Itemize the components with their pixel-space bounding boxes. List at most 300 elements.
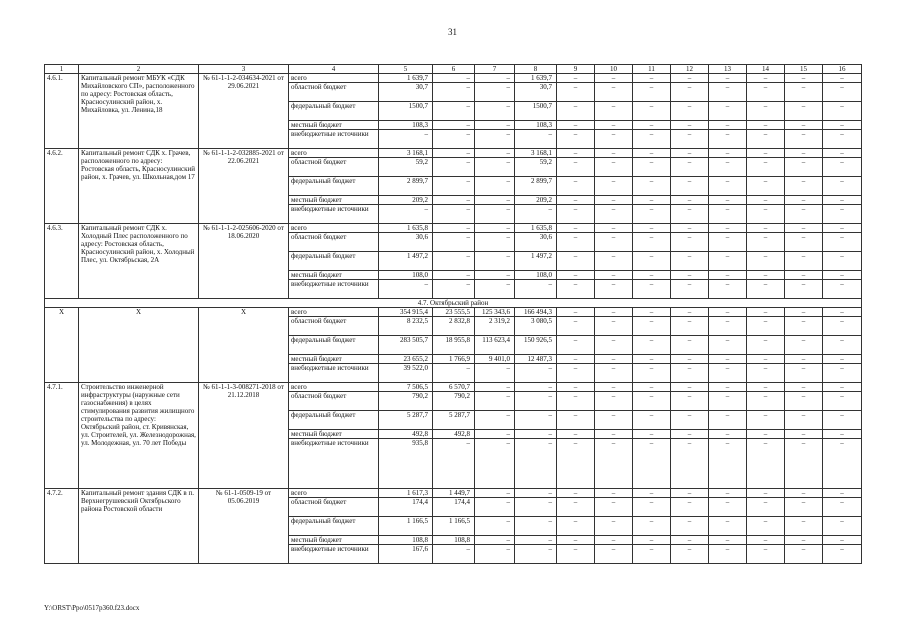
amount-cell: – bbox=[475, 392, 515, 411]
amount-cell: – bbox=[595, 224, 633, 233]
amount-cell: – bbox=[709, 536, 747, 545]
amount-cell: – bbox=[433, 545, 475, 564]
amount-cell: – bbox=[671, 383, 709, 392]
amount-cell: – bbox=[515, 545, 557, 564]
amount-cell: 108,0 bbox=[515, 271, 557, 280]
amount-cell: – bbox=[823, 364, 862, 383]
amount-cell: – bbox=[823, 233, 862, 252]
amount-cell: 125 343,6 bbox=[475, 308, 515, 317]
amount-cell: – bbox=[595, 489, 633, 498]
amount-cell: – bbox=[747, 271, 785, 280]
amount-cell: – bbox=[633, 336, 671, 355]
amount-cell: – bbox=[823, 392, 862, 411]
amount-cell: – bbox=[671, 224, 709, 233]
amount-cell: – bbox=[475, 196, 515, 205]
amount-cell: – bbox=[823, 308, 862, 317]
amount-cell: – bbox=[557, 149, 595, 158]
amount-cell: – bbox=[433, 130, 475, 149]
amount-cell: – bbox=[823, 336, 862, 355]
table-row bbox=[45, 383, 862, 392]
amount-cell: – bbox=[671, 149, 709, 158]
item-number: 4.7.2. bbox=[45, 489, 79, 564]
amount-cell: – bbox=[823, 498, 862, 517]
amount-cell: – bbox=[709, 149, 747, 158]
amount-cell: – bbox=[595, 383, 633, 392]
column-number: 11 bbox=[633, 65, 671, 74]
amount-cell: – bbox=[633, 308, 671, 317]
amount-cell: – bbox=[709, 336, 747, 355]
amount-cell: – bbox=[785, 364, 823, 383]
amount-cell: – bbox=[785, 355, 823, 364]
amount-cell: 1 497,2 bbox=[379, 252, 433, 271]
amount-cell: 113 623,4 bbox=[475, 336, 515, 355]
amount-cell: 1 635,8 bbox=[515, 224, 557, 233]
funding-source: внебюджетные источники bbox=[289, 545, 379, 564]
amount-cell: – bbox=[595, 536, 633, 545]
amount-cell: – bbox=[747, 149, 785, 158]
amount-cell: 108,3 bbox=[515, 121, 557, 130]
funding-source: внебюджетные источники bbox=[289, 130, 379, 149]
amount-cell: – bbox=[709, 498, 747, 517]
amount-cell: 7 506,5 bbox=[379, 383, 433, 392]
amount-cell: – bbox=[595, 364, 633, 383]
amount-cell: – bbox=[671, 130, 709, 149]
amount-cell: – bbox=[823, 317, 862, 336]
amount-cell: – bbox=[475, 430, 515, 439]
amount-cell: – bbox=[823, 411, 862, 430]
amount-cell: 1 766,9 bbox=[433, 355, 475, 364]
funding-source: всего bbox=[289, 74, 379, 83]
table-row bbox=[45, 149, 862, 158]
amount-cell: – bbox=[709, 430, 747, 439]
amount-cell: 30,7 bbox=[379, 83, 433, 102]
amount-cell: – bbox=[747, 498, 785, 517]
amount-cell: – bbox=[785, 280, 823, 299]
amount-cell: – bbox=[709, 545, 747, 564]
funding-source: местный бюджет bbox=[289, 355, 379, 364]
amount-cell: – bbox=[557, 271, 595, 280]
amount-cell: – bbox=[709, 355, 747, 364]
amount-cell: – bbox=[671, 205, 709, 224]
amount-cell: – bbox=[709, 411, 747, 430]
amount-cell: – bbox=[671, 271, 709, 280]
amount-cell: – bbox=[747, 430, 785, 439]
amount-cell: – bbox=[823, 149, 862, 158]
funding-source: федеральный бюджет bbox=[289, 102, 379, 121]
amount-cell: – bbox=[379, 205, 433, 224]
amount-cell: 1500,7 bbox=[379, 102, 433, 121]
amount-cell: – bbox=[557, 517, 595, 536]
amount-cell: – bbox=[595, 411, 633, 430]
amount-cell: – bbox=[595, 439, 633, 489]
table-row bbox=[45, 74, 862, 83]
amount-cell: – bbox=[823, 121, 862, 130]
amount-cell: – bbox=[709, 102, 747, 121]
amount-cell: – bbox=[709, 74, 747, 83]
amount-cell: – bbox=[433, 177, 475, 196]
amount-cell: – bbox=[747, 280, 785, 299]
object-name: X bbox=[79, 308, 199, 383]
amount-cell: – bbox=[557, 439, 595, 489]
amount-cell: – bbox=[823, 430, 862, 439]
amount-cell: – bbox=[595, 517, 633, 536]
amount-cell: – bbox=[475, 489, 515, 498]
amount-cell: – bbox=[475, 545, 515, 564]
amount-cell: – bbox=[595, 271, 633, 280]
amount-cell: – bbox=[823, 130, 862, 149]
amount-cell: – bbox=[823, 439, 862, 489]
amount-cell: 30,6 bbox=[379, 233, 433, 252]
amount-cell: 39 522,0 bbox=[379, 364, 433, 383]
amount-cell: – bbox=[557, 498, 595, 517]
amount-cell: – bbox=[557, 205, 595, 224]
amount-cell: – bbox=[475, 102, 515, 121]
amount-cell: – bbox=[633, 233, 671, 252]
amount-cell: – bbox=[633, 317, 671, 336]
column-number: 5 bbox=[379, 65, 433, 74]
document-number: № 61-1-1-2-034634-2021 от 29.06.2021 bbox=[199, 74, 289, 149]
amount-cell: 23 655,2 bbox=[379, 355, 433, 364]
amount-cell: – bbox=[515, 439, 557, 489]
amount-cell: – bbox=[633, 149, 671, 158]
amount-cell: 790,2 bbox=[379, 392, 433, 411]
column-number: 10 bbox=[595, 65, 633, 74]
amount-cell: – bbox=[557, 489, 595, 498]
amount-cell: – bbox=[747, 130, 785, 149]
amount-cell: – bbox=[633, 545, 671, 564]
funding-source: областной бюджет bbox=[289, 83, 379, 102]
funding-source: федеральный бюджет bbox=[289, 517, 379, 536]
amount-cell: – bbox=[595, 102, 633, 121]
funding-source: всего bbox=[289, 383, 379, 392]
amount-cell: – bbox=[433, 224, 475, 233]
amount-cell: – bbox=[747, 158, 785, 177]
amount-cell: – bbox=[595, 205, 633, 224]
amount-cell: 1500,7 bbox=[515, 102, 557, 121]
amount-cell: – bbox=[633, 517, 671, 536]
amount-cell: – bbox=[823, 545, 862, 564]
column-number: 1 bbox=[45, 65, 79, 74]
amount-cell: – bbox=[433, 102, 475, 121]
amount-cell: – bbox=[633, 536, 671, 545]
amount-cell: – bbox=[557, 392, 595, 411]
amount-cell: – bbox=[709, 383, 747, 392]
amount-cell: – bbox=[785, 498, 823, 517]
amount-cell: 174,4 bbox=[379, 498, 433, 517]
amount-cell: – bbox=[475, 149, 515, 158]
amount-cell: – bbox=[557, 308, 595, 317]
amount-cell: – bbox=[709, 233, 747, 252]
amount-cell: – bbox=[671, 439, 709, 489]
column-number: 9 bbox=[557, 65, 595, 74]
amount-cell: – bbox=[433, 280, 475, 299]
amount-cell: – bbox=[747, 355, 785, 364]
amount-cell: – bbox=[515, 517, 557, 536]
amount-cell: – bbox=[747, 545, 785, 564]
amount-cell: – bbox=[785, 224, 823, 233]
amount-cell: – bbox=[671, 158, 709, 177]
amount-cell: 935,8 bbox=[379, 439, 433, 489]
amount-cell: 8 232,5 bbox=[379, 317, 433, 336]
amount-cell: – bbox=[595, 252, 633, 271]
amount-cell: 108,0 bbox=[379, 271, 433, 280]
amount-cell: – bbox=[433, 74, 475, 83]
amount-cell: – bbox=[557, 383, 595, 392]
amount-cell: – bbox=[595, 336, 633, 355]
amount-cell: 790,2 bbox=[433, 392, 475, 411]
amount-cell: – bbox=[747, 364, 785, 383]
amount-cell: 166 494,3 bbox=[515, 308, 557, 317]
amount-cell: – bbox=[823, 517, 862, 536]
amount-cell: – bbox=[595, 121, 633, 130]
amount-cell: – bbox=[785, 383, 823, 392]
amount-cell: – bbox=[747, 224, 785, 233]
amount-cell: – bbox=[671, 355, 709, 364]
amount-cell: – bbox=[823, 158, 862, 177]
amount-cell: – bbox=[671, 102, 709, 121]
amount-cell: 2 899,7 bbox=[515, 177, 557, 196]
amount-cell: 23 555,5 bbox=[433, 308, 475, 317]
amount-cell: – bbox=[671, 121, 709, 130]
amount-cell: – bbox=[671, 196, 709, 205]
document-number: № 61-1-1-3-008271-2018 от 21.12.2018 bbox=[199, 383, 289, 489]
amount-cell: – bbox=[557, 102, 595, 121]
page-number: 31 bbox=[448, 27, 457, 37]
amount-cell: – bbox=[633, 224, 671, 233]
amount-cell: – bbox=[475, 224, 515, 233]
amount-cell: 1 617,3 bbox=[379, 489, 433, 498]
amount-cell: 3 168,1 bbox=[379, 149, 433, 158]
amount-cell: – bbox=[747, 177, 785, 196]
funding-source: всего bbox=[289, 149, 379, 158]
item-number: 4.6.1. bbox=[45, 74, 79, 149]
table-row bbox=[45, 489, 862, 498]
funding-source: внебюджетные источники bbox=[289, 205, 379, 224]
amount-cell: – bbox=[595, 196, 633, 205]
amount-cell: – bbox=[709, 252, 747, 271]
amount-cell: – bbox=[633, 498, 671, 517]
district-heading: 4.7. Октябрьский район bbox=[45, 299, 862, 308]
funding-source: федеральный бюджет bbox=[289, 336, 379, 355]
amount-cell: – bbox=[633, 196, 671, 205]
amount-cell: – bbox=[747, 489, 785, 498]
amount-cell: 209,2 bbox=[515, 196, 557, 205]
amount-cell: – bbox=[785, 83, 823, 102]
amount-cell: – bbox=[785, 102, 823, 121]
amount-cell: – bbox=[785, 489, 823, 498]
amount-cell: – bbox=[671, 252, 709, 271]
amount-cell: – bbox=[747, 121, 785, 130]
amount-cell: – bbox=[595, 177, 633, 196]
amount-cell: – bbox=[709, 121, 747, 130]
amount-cell: 354 915,4 bbox=[379, 308, 433, 317]
amount-cell: – bbox=[595, 130, 633, 149]
amount-cell: – bbox=[747, 252, 785, 271]
amount-cell: – bbox=[557, 536, 595, 545]
amount-cell: – bbox=[709, 158, 747, 177]
budget-table bbox=[44, 64, 862, 564]
amount-cell: – bbox=[785, 336, 823, 355]
amount-cell: – bbox=[823, 355, 862, 364]
amount-cell: – bbox=[671, 364, 709, 383]
amount-cell: – bbox=[671, 308, 709, 317]
amount-cell: – bbox=[709, 205, 747, 224]
funding-source: областной бюджет bbox=[289, 158, 379, 177]
funding-source: местный бюджет bbox=[289, 121, 379, 130]
item-number: 4.6.2. bbox=[45, 149, 79, 224]
amount-cell: 108,3 bbox=[379, 121, 433, 130]
amount-cell: – bbox=[475, 280, 515, 299]
object-name: Капитальный ремонт здания СДК в п. Верхнегрушевский Октябрьского района Ростовской области bbox=[79, 489, 199, 564]
amount-cell: – bbox=[433, 439, 475, 489]
amount-cell: – bbox=[785, 121, 823, 130]
amount-cell: – bbox=[515, 536, 557, 545]
amount-cell: – bbox=[633, 411, 671, 430]
funding-source: всего bbox=[289, 489, 379, 498]
amount-cell: – bbox=[433, 158, 475, 177]
amount-cell: – bbox=[515, 430, 557, 439]
amount-cell: – bbox=[557, 317, 595, 336]
amount-cell: – bbox=[747, 317, 785, 336]
funding-source: областной бюджет bbox=[289, 392, 379, 411]
amount-cell: – bbox=[709, 392, 747, 411]
funding-source: федеральный бюджет bbox=[289, 411, 379, 430]
amount-cell: – bbox=[785, 411, 823, 430]
amount-cell: – bbox=[747, 439, 785, 489]
amount-cell: – bbox=[823, 224, 862, 233]
table-row bbox=[45, 308, 862, 317]
amount-cell: – bbox=[557, 121, 595, 130]
funding-source: федеральный бюджет bbox=[289, 252, 379, 271]
funding-source: местный бюджет bbox=[289, 196, 379, 205]
funding-source: местный бюджет bbox=[289, 271, 379, 280]
amount-cell: – bbox=[823, 196, 862, 205]
amount-cell: 1 166,5 bbox=[379, 517, 433, 536]
amount-cell: – bbox=[633, 177, 671, 196]
amount-cell: – bbox=[709, 196, 747, 205]
amount-cell: – bbox=[785, 205, 823, 224]
amount-cell: – bbox=[785, 392, 823, 411]
amount-cell: – bbox=[747, 74, 785, 83]
funding-source: внебюджетные источники bbox=[289, 280, 379, 299]
amount-cell: – bbox=[747, 392, 785, 411]
amount-cell: – bbox=[595, 158, 633, 177]
amount-cell: – bbox=[747, 336, 785, 355]
amount-cell: 6 570,7 bbox=[433, 383, 475, 392]
amount-cell: – bbox=[475, 517, 515, 536]
amount-cell: – bbox=[633, 489, 671, 498]
amount-cell: – bbox=[823, 252, 862, 271]
amount-cell: – bbox=[709, 308, 747, 317]
document-number: № 61-1-0509-19 от 05.06.2019 bbox=[199, 489, 289, 564]
amount-cell: – bbox=[785, 517, 823, 536]
column-number: 4 bbox=[289, 65, 379, 74]
amount-cell: – bbox=[671, 83, 709, 102]
amount-cell: – bbox=[709, 489, 747, 498]
amount-cell: – bbox=[433, 364, 475, 383]
amount-cell: – bbox=[475, 383, 515, 392]
amount-cell: – bbox=[633, 280, 671, 299]
item-number: 4.7.1. bbox=[45, 383, 79, 489]
amount-cell: – bbox=[747, 83, 785, 102]
amount-cell: – bbox=[671, 517, 709, 536]
amount-cell: – bbox=[747, 102, 785, 121]
amount-cell: – bbox=[433, 252, 475, 271]
amount-cell: 18 955,8 bbox=[433, 336, 475, 355]
amount-cell: – bbox=[515, 205, 557, 224]
amount-cell: – bbox=[709, 177, 747, 196]
amount-cell: – bbox=[633, 355, 671, 364]
amount-cell: – bbox=[557, 364, 595, 383]
amount-cell: – bbox=[595, 83, 633, 102]
amount-cell: – bbox=[785, 545, 823, 564]
amount-cell: 209,2 bbox=[379, 196, 433, 205]
amount-cell: 1 639,7 bbox=[379, 74, 433, 83]
amount-cell: – bbox=[709, 439, 747, 489]
amount-cell: – bbox=[823, 177, 862, 196]
amount-cell: – bbox=[633, 392, 671, 411]
amount-cell: – bbox=[433, 83, 475, 102]
amount-cell: – bbox=[475, 271, 515, 280]
amount-cell: – bbox=[475, 177, 515, 196]
object-name: Капитальный ремонт МБУК «СДК Михайловского СП», расположенного по адресу: Ростовская область, Красносулинский район, х. Михайловка, ул. Ленина,18 bbox=[79, 74, 199, 149]
amount-cell: – bbox=[595, 149, 633, 158]
amount-cell: – bbox=[823, 489, 862, 498]
amount-cell: 283 505,7 bbox=[379, 336, 433, 355]
amount-cell: – bbox=[433, 196, 475, 205]
amount-cell: – bbox=[557, 411, 595, 430]
amount-cell: – bbox=[475, 158, 515, 177]
column-number: 8 bbox=[515, 65, 557, 74]
amount-cell: – bbox=[557, 233, 595, 252]
funding-source: федеральный бюджет bbox=[289, 177, 379, 196]
amount-cell: – bbox=[515, 411, 557, 430]
amount-cell: – bbox=[671, 280, 709, 299]
amount-cell: – bbox=[747, 196, 785, 205]
amount-cell: – bbox=[633, 158, 671, 177]
amount-cell: – bbox=[747, 411, 785, 430]
amount-cell: – bbox=[595, 355, 633, 364]
amount-cell: – bbox=[557, 196, 595, 205]
amount-cell: – bbox=[595, 392, 633, 411]
footer-file-path: Y:\ORST\Ppo\0517p360.f23.docx bbox=[44, 604, 140, 612]
amount-cell: – bbox=[595, 233, 633, 252]
amount-cell: – bbox=[557, 83, 595, 102]
amount-cell: – bbox=[709, 130, 747, 149]
amount-cell: – bbox=[515, 364, 557, 383]
amount-cell: 2 899,7 bbox=[379, 177, 433, 196]
amount-cell: – bbox=[709, 364, 747, 383]
amount-cell: – bbox=[515, 392, 557, 411]
amount-cell: – bbox=[475, 536, 515, 545]
amount-cell: 59,2 bbox=[515, 158, 557, 177]
amount-cell: – bbox=[557, 158, 595, 177]
amount-cell: – bbox=[671, 545, 709, 564]
amount-cell: – bbox=[747, 308, 785, 317]
amount-cell: – bbox=[823, 271, 862, 280]
amount-cell: 5 287,7 bbox=[379, 411, 433, 430]
amount-cell: – bbox=[433, 205, 475, 224]
amount-cell: – bbox=[671, 411, 709, 430]
amount-cell: – bbox=[633, 271, 671, 280]
amount-cell: – bbox=[823, 74, 862, 83]
amount-cell: – bbox=[475, 205, 515, 224]
amount-cell: – bbox=[433, 121, 475, 130]
amount-cell: 3 080,5 bbox=[515, 317, 557, 336]
amount-cell: – bbox=[709, 224, 747, 233]
funding-source: всего bbox=[289, 224, 379, 233]
table-row bbox=[45, 224, 862, 233]
